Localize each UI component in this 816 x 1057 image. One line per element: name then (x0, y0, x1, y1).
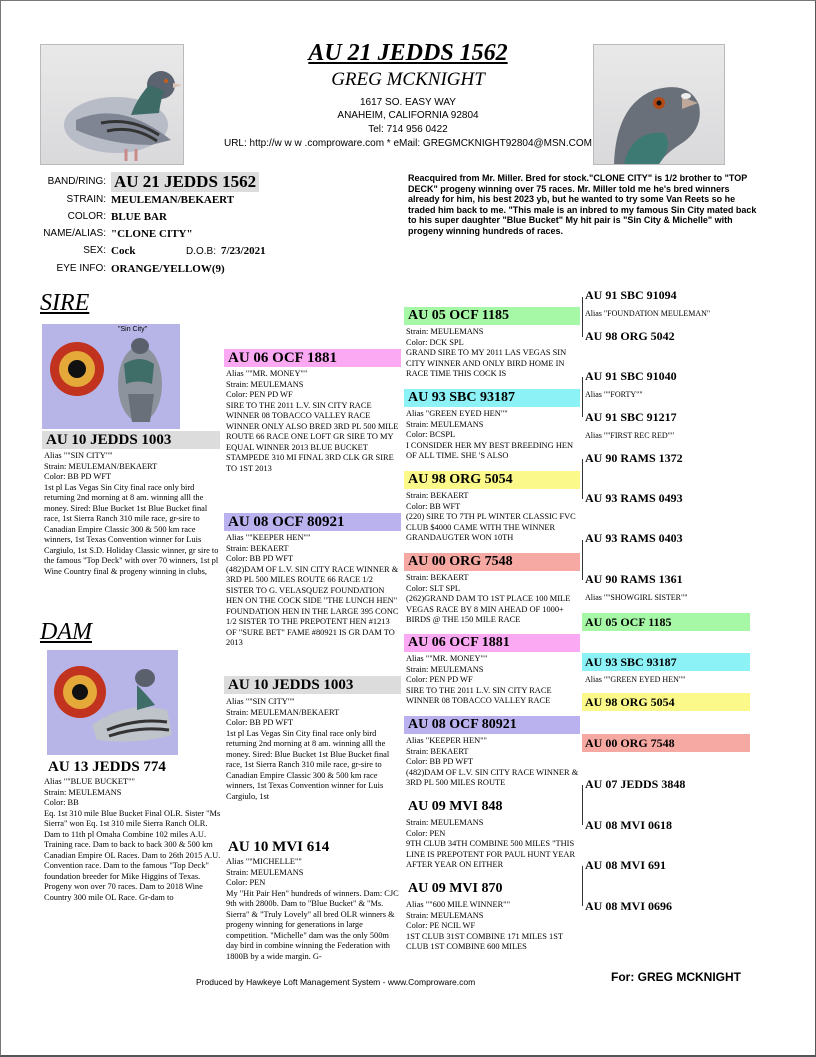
band-value: AU 21 JEDDS 1562 (111, 172, 259, 192)
gen4-1: AU 91 SBC 91094 (585, 288, 677, 302)
gen2-sire-sire-band: AU 06 OCF 1881 (224, 349, 401, 367)
eye-value: ORANGE/YELLOW(9) (111, 263, 225, 275)
gen4-16: AU 08 MVI 0696 (585, 899, 672, 913)
gen4-8-alias: Alias ""SHOWGIRL SISTER"" (585, 593, 688, 602)
gen3-4-details: Strain: BEKAERT Color: SLT SPL (262)GRAND DAM TO 1ST PLACE 100 MILE VEGAS RACE BY 8 MIN AHEAD OF 1000+ BIRDS @ THE 150 MILE RACE (406, 573, 571, 624)
name-value: "CLONE CITY" (111, 228, 193, 240)
gen4-11: AU 98 ORG 5054 (582, 693, 750, 711)
address-line2: ANAHEIM, CALIFORNIA 92804 (337, 110, 479, 121)
gen4-3: AU 91 SBC 91040 (585, 369, 677, 383)
gen4-8: AU 90 RAMS 1361 (585, 572, 683, 586)
gen4-bracket-8 (582, 866, 583, 906)
gen3-5-details: Alias ""MR. MONEY"" Strain: MEULEMANS Color: PEN PD WF SIRE TO THE 2011 L.V. SIN CITY RACE WINNER 08 TOBACCO VALLEY RACE (406, 654, 552, 705)
gen3-4-band: AU 00 ORG 7548 (404, 553, 580, 571)
gen4-5: AU 90 RAMS 1372 (585, 451, 683, 465)
gen3-8-band: AU 09 MVI 870 (408, 881, 503, 896)
gen4-10: AU 93 SBC 93187 (582, 653, 750, 671)
gen4-12: AU 00 ORG 7548 (582, 734, 750, 752)
strain-label: STRAIN: (66, 194, 106, 205)
gen4-3-alias: Alias ""FORTY"" (585, 390, 643, 399)
gen2-dam-dam-band: AU 10 MVI 614 (228, 839, 330, 855)
gen2-sire-dam-details: Alias ""KEEPER HEN"" Strain: BEKAERT Color: BB PD WFT (482)DAM OF L.V. SIN CITY RACE WINNER & 3RD PL 500 MILES ROUTE 66 RACE 1/2 SISTER TO G. VELASQUEZ FOUNDATION HEN ON THE COCK SIDE "THE LUNCH HEN" FOUNDATION HEN IN THE LARGE 395 CONC 1/2 SISTER TO THE PREPOTENT HEN #1213 OF "SURE BET" FAME #80921 IS GR DAM TO 2013 (226, 533, 399, 647)
telephone: Tel: 714 956 0422 (368, 124, 448, 135)
gen2-sire-sire-details: Alias ""MR. MONEY"" Strain: MEULEMANS Color: PEN PD WF SIRE TO THE 2011 L.V. SIN CITY RACE WINNER 08 TOBACCO VALLEY RACE WINNER ONLY ALSO BRED 3RD PL 500 MILE ROUTE 66 RACE ONE LOFT GR SIRE TO MY EQUAL WINNER 2013 BLUE BUCKET STAMPEDE 310 MI FINAL 3RD CLK GR SIRE TO 1ST 2013 (226, 369, 399, 473)
gen3-3-band: AU 98 ORG 5054 (404, 471, 580, 489)
eye-label: EYE INFO: (56, 263, 106, 274)
dam-photo (47, 650, 178, 755)
gen2-sire-dam-band: AU 08 OCF 80921 (224, 513, 401, 531)
dam-heading: DAM (40, 619, 92, 645)
sire-photo-caption: "Sin City" (118, 326, 148, 333)
dob-label: D.O.B: (186, 246, 217, 257)
band-label: BAND/RING: (47, 176, 106, 187)
gen4-bracket-7 (582, 785, 583, 825)
gen4-6: AU 93 RAMS 0493 (585, 491, 683, 505)
strain-value: MEULEMAN/BEKAERT (111, 194, 235, 206)
gen4-10-alias: Alias ""GREEN EYED HEN"" (585, 675, 686, 684)
sex-label: SEX: (83, 245, 106, 256)
gen3-1-details: Strain: MEULEMANS Color: DCK SPL GRAND SIRE TO MY 2011 LAS VEGAS SIN CITY WINNER AND ONLY BIRD HOME IN RACE TIME THIS COCK IS (406, 327, 567, 378)
gen3-6-details: Alias "KEEPER HEN"" Strain: BEKAERT Color: BB PD WFT (482)DAM OF L.V. SIN CITY RACE WINNER & 3RD PL 500 MILES ROUTE (406, 736, 579, 787)
gen4-4-alias: Alias ""FIRST REC RED"" (585, 431, 675, 440)
name-label: NAME/ALIAS: (43, 228, 106, 239)
page-title: AU 21 JEDDS 1562 (308, 40, 508, 66)
owner-name: GREG MCKNIGHT (331, 69, 485, 90)
color-value: BLUE BAR (111, 211, 167, 223)
sire-heading: SIRE (40, 290, 90, 316)
gen2-dam-dam-details: Alias ""MICHELLE"" Strain: MEULEMANS Color: PEN My "Hit Pair Hen" hundreds of winners. Dam: CJC 9th with 2800b. Dam to "Blue Bucket" & "Ms. Sierra" & "Truly Lovely" all bred OLR winners & progeny winning for generations in large competition. "Michelle" dam was the only 500m day bird in combine winning the Federation with 1800B by a wide margin. G- (226, 857, 399, 961)
gen4-bracket-4 (582, 540, 583, 580)
footer-for: For: GREG MCKNIGHT (611, 970, 741, 984)
sire-details: Alias ""SIN CITY"" Strain: MEULEMAN/BEKAERT Color: BB PD WFT 1st pl Las Vegas Sin City final race only bird returning 2nd morning at 8 am. winning alll the money. Sired: Blue Bucket 1st Blue Bucket final race, 1st Sierra Ranch 310 mile race, gr-sire to Canadian Empire Classic 300 & 500 km race winners, 1st Texas Convention winner for Luis Cargiulo, 1st S.D. Holiday Classic winner, gr sire to the famous "Top Deck" with over 70 winners, 1st pl Wine Country final & progeny winning in clubs, (44, 451, 219, 576)
gen4-15: AU 08 MVI 691 (585, 858, 666, 872)
gen4-4: AU 91 SBC 91217 (585, 410, 677, 424)
gen3-6-band: AU 08 OCF 80921 (404, 716, 580, 734)
gen2-dam-sire-details: Alias ""SIN CITY"" Strain: MEULEMAN/BEKAERT Color: BB PD WFT 1st pl Las Vegas Sin City final race only bird returning 2nd morning at 8 am. winning alll the money. Sired: Blue Bucket 1st Blue Bucket final race, 1st Sierra Ranch 310 mile race, gr-sire to Canadian Empire Classic 300 & 500 km race winners, 1st Texas Convention winner for Luis Cargiulo, 1st (226, 697, 390, 801)
gen3-2-details: Alias "GREEN EYED HEN"" Strain: MEULEMANS Color: BCSPL I CONSIDER HER MY BEST BREEDING HEN OF ALL TIME. SHE 'S ALSO (406, 409, 574, 460)
sire-band: AU 10 JEDDS 1003 (42, 431, 220, 449)
address-line1: 1617 SO. EASY WAY (360, 97, 456, 108)
gen3-5-band: AU 06 OCF 1881 (404, 634, 580, 652)
gen4-bracket-2 (582, 377, 583, 417)
dam-details: Alias ""BLUE BUCKET"" Strain: MEULEMANS Color: BB Eq. 1st 310 mile Blue Bucket Final OLR. Sister "Ms Sierra" won Eq. 1st 310 mile Sierra Ranch OLR. Dam to 11th pl Omaha Combine 102 miles A.U. Training race. Dam to back to back 300 & 500 km Canadian Empire OL Races. Dam to 26th 2015 A.U. Convention race. Dam to the famous "Top Deck" foundation breeder for Mike Higgins of Texas. Progeny won over 70 races. Dam to 2018 Wine Country 300 mile OL Race. Gr-dam to (44, 777, 221, 902)
gen4-14: AU 08 MVI 0618 (585, 818, 672, 832)
gen4-9: AU 05 OCF 1185 (582, 613, 750, 631)
gen3-2-band: AU 93 SBC 93187 (404, 389, 580, 407)
color-label: COLOR: (67, 211, 106, 222)
gen3-8-details: Alias ""600 MILE WINNER"" Strain: MEULEMANS Color: PE NCIL WF 1ST CLUB 31ST COMBINE 171 MILES 1ST CLUB 1ST COMBINE 600 MILES (406, 900, 563, 951)
dob-value: 7/23/2021 (221, 245, 266, 257)
footer-produced-by: Produced by Hawkeye Loft Management System - www.Comproware.com (196, 977, 476, 987)
gen2-dam-sire-band: AU 10 JEDDS 1003 (224, 676, 401, 694)
sex-value: Cock (111, 245, 136, 257)
gen3-7-band: AU 09 MVI 848 (408, 799, 503, 814)
gen3-1-band: AU 05 OCF 1185 (404, 307, 580, 325)
pedigree-notes: Reacquired from Mr. Miller. Bred for stock."CLONE CITY" is 1/2 brother to "TOP DECK" progeny winning over 75 races. Mr. Miller told me he's bred winners already for him, his best 2023 yb, but he wanted to try some Van Reets so he traded him back to me. "This male is an inbred to my famous Sin City mated back to his super daughter "Blue Bucket" My hit pair is "Sin City & Michelle" with progeny winning hundreds of races. (408, 173, 757, 236)
gen4-bracket-3 (582, 459, 583, 499)
gen3-3-details: Strain: BEKAERT Color: BB WFT (220) SIRE TO 7TH PL WINTER CLASSIC FVC CLUB $4000 CAME WITH THE WINNER GRANDAUGTER WON 10TH (406, 491, 576, 542)
gen4-2: AU 98 ORG 5042 (585, 329, 675, 343)
web-email: URL: http://w w w .comproware.com * eMail: GREGMCKNIGHT92804@MSN.COM (223, 138, 592, 149)
sire-photo (42, 324, 180, 429)
gen3-7-details: Strain: MEULEMANS Color: PEN 9TH CLUB 34TH COMBINE 500 MILES "THIS LINE IS PREPOTENT FOR PAUL HUNT YEAR AFTER YEAR ON EITHER (406, 818, 576, 869)
gen4-13: AU 07 JEDDS 3848 (585, 777, 686, 791)
dam-band: AU 13 JEDDS 774 (48, 759, 166, 775)
gen4-7: AU 93 RAMS 0403 (585, 531, 683, 545)
gen4-bracket-1 (582, 297, 583, 337)
gen4-1-alias: Alias "FOUNDATION MEULEMAN" (585, 309, 711, 318)
